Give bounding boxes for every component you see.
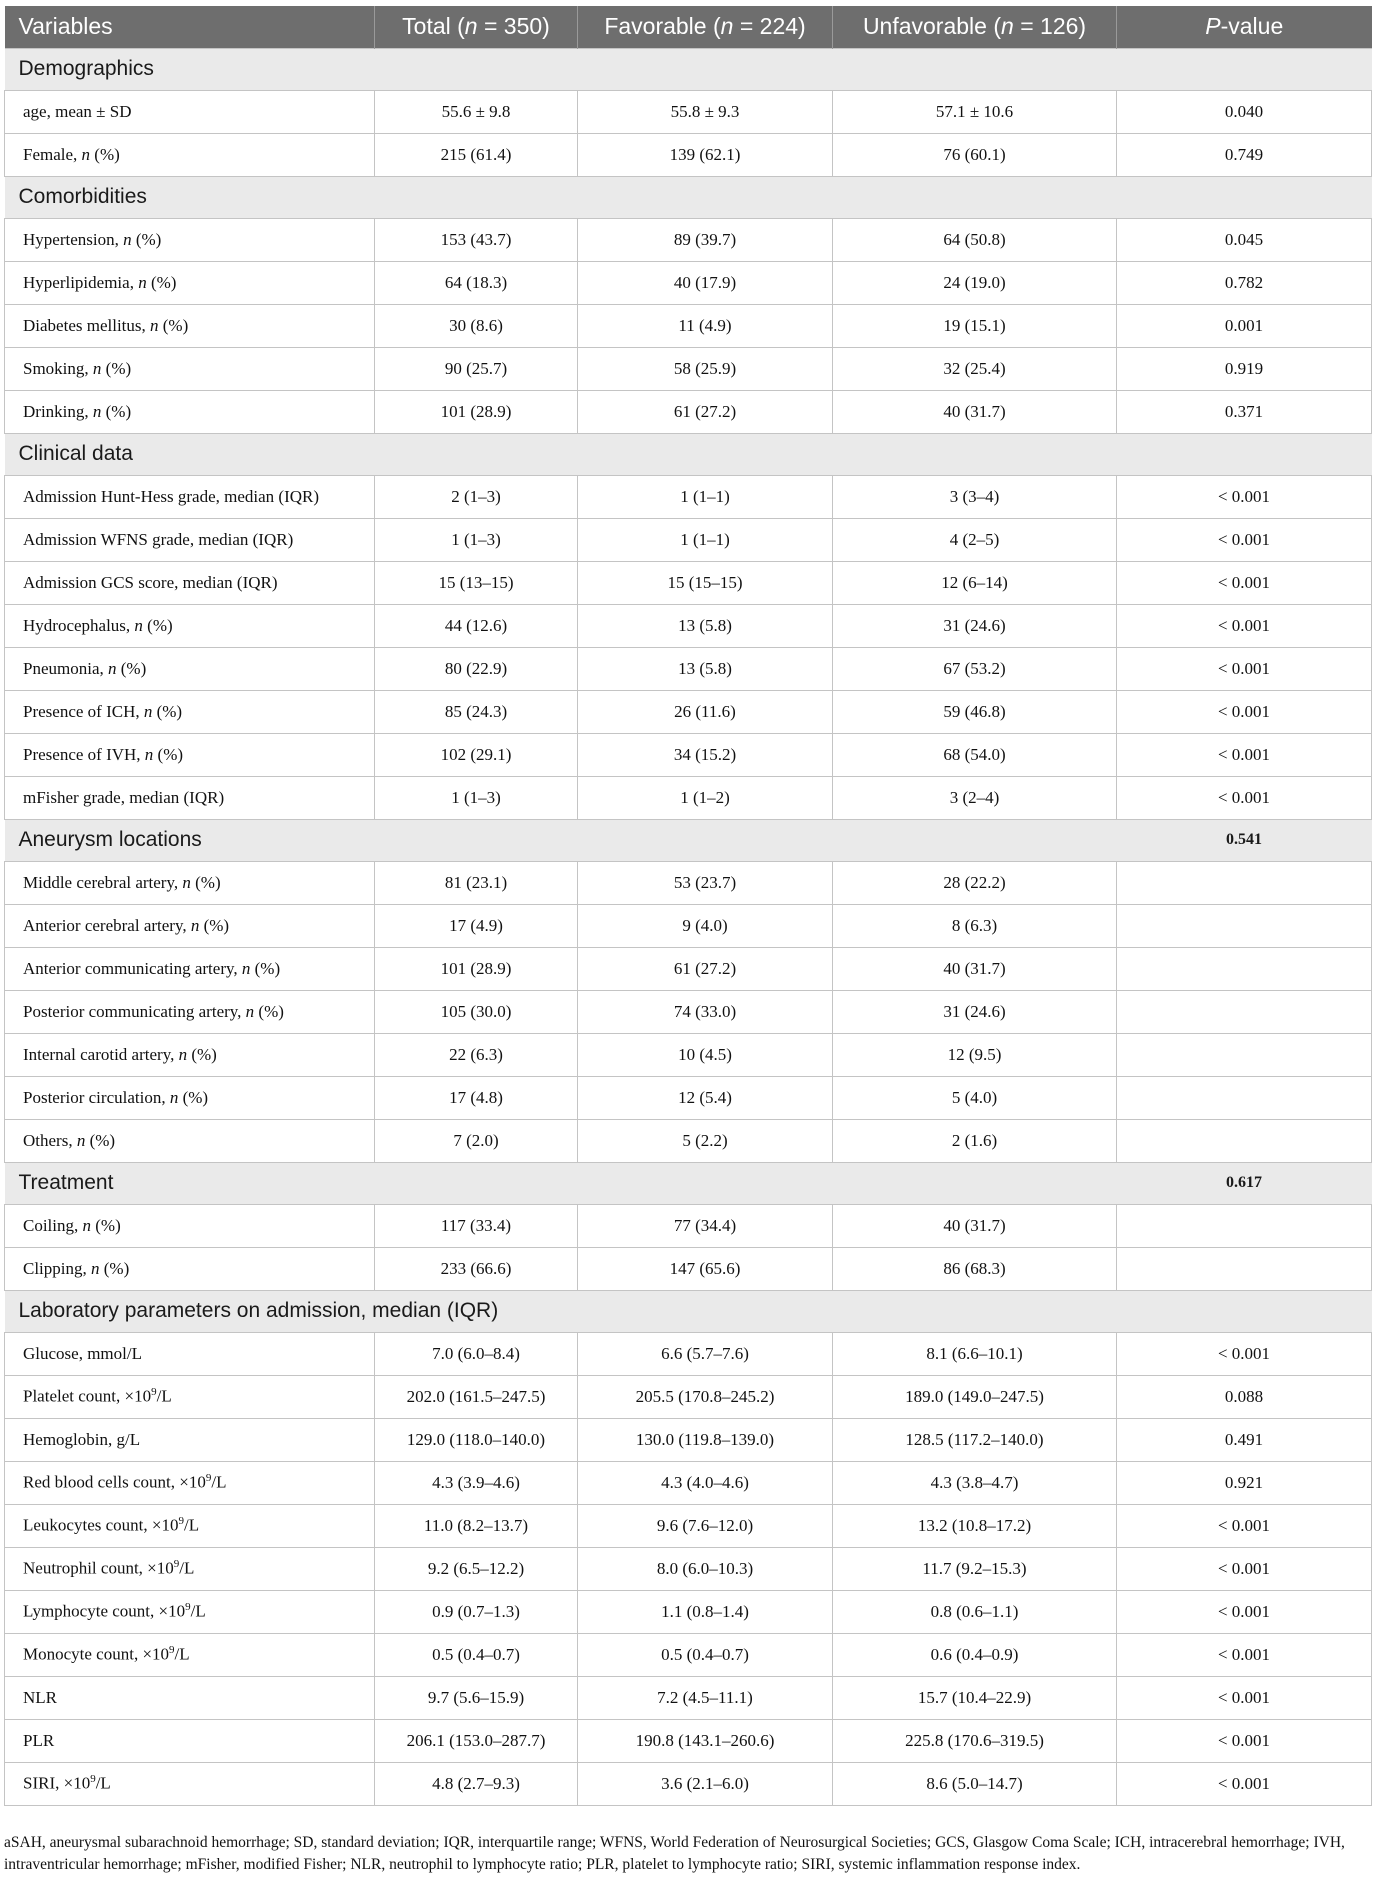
table-row (5, 690, 1372, 733)
variable-label: Clipping, n (%) (5, 1247, 375, 1290)
total-value: 153 (43.7) (375, 218, 578, 261)
favorable-value: 1 (1–2) (578, 776, 833, 819)
p-value: 0.749 (1117, 133, 1372, 176)
total-value: 7 (2.0) (375, 1119, 578, 1162)
variable-label: Hydrocephalus, n (%) (5, 604, 375, 647)
unfavorable-value: 189.0 (149.0–247.5) (833, 1375, 1117, 1418)
favorable-value: 147 (65.6) (578, 1247, 833, 1290)
unfavorable-value: 64 (50.8) (833, 218, 1117, 261)
section-title: Treatment (5, 1162, 1117, 1204)
unfavorable-value: 31 (24.6) (833, 990, 1117, 1033)
p-value (1117, 1076, 1372, 1119)
total-value: 80 (22.9) (375, 647, 578, 690)
favorable-value: 130.0 (119.8–139.0) (578, 1418, 833, 1461)
unfavorable-value: 31 (24.6) (833, 604, 1117, 647)
table-row (5, 561, 1372, 604)
favorable-value: 13 (5.8) (578, 604, 833, 647)
p-value: 0.919 (1117, 347, 1372, 390)
favorable-value: 1 (1–1) (578, 518, 833, 561)
p-value: < 0.001 (1117, 1676, 1372, 1719)
total-value: 85 (24.3) (375, 690, 578, 733)
table-row (5, 1590, 1372, 1633)
favorable-value: 139 (62.1) (578, 133, 833, 176)
unfavorable-value: 40 (31.7) (833, 390, 1117, 433)
p-value: < 0.001 (1117, 690, 1372, 733)
section-p-value (1117, 1290, 1372, 1332)
p-value (1117, 861, 1372, 904)
p-value (1117, 1247, 1372, 1290)
unfavorable-value: 24 (19.0) (833, 261, 1117, 304)
p-value (1117, 947, 1372, 990)
favorable-value: 77 (34.4) (578, 1204, 833, 1247)
table-row (5, 904, 1372, 947)
favorable-value: 5 (2.2) (578, 1119, 833, 1162)
total-value: 1 (1–3) (375, 518, 578, 561)
variable-label: Presence of ICH, n (%) (5, 690, 375, 733)
section-p-value (1117, 48, 1372, 90)
header-variables: Variables (5, 6, 375, 48)
unfavorable-value: 5 (4.0) (833, 1076, 1117, 1119)
unfavorable-value: 15.7 (10.4–22.9) (833, 1676, 1117, 1719)
table-row (5, 1504, 1372, 1547)
favorable-value: 7.2 (4.5–11.1) (578, 1676, 833, 1719)
favorable-value: 26 (11.6) (578, 690, 833, 733)
section-title: Clinical data (5, 433, 1117, 475)
favorable-value: 1.1 (0.8–1.4) (578, 1590, 833, 1633)
favorable-value: 89 (39.7) (578, 218, 833, 261)
total-value: 7.0 (6.0–8.4) (375, 1332, 578, 1375)
unfavorable-value: 13.2 (10.8–17.2) (833, 1504, 1117, 1547)
total-value: 105 (30.0) (375, 990, 578, 1033)
unfavorable-value: 40 (31.7) (833, 1204, 1117, 1247)
p-value: 0.001 (1117, 304, 1372, 347)
favorable-value: 3.6 (2.1–6.0) (578, 1762, 833, 1805)
total-value: 22 (6.3) (375, 1033, 578, 1076)
variable-label: Platelet count, $\times 10^9/L$ (5, 1375, 375, 1418)
total-value: 0.9 (0.7–1.3) (375, 1590, 578, 1633)
unfavorable-value: 8.6 (5.0–14.7) (833, 1762, 1117, 1805)
total-value: 9.7 (5.6–15.9) (375, 1676, 578, 1719)
p-value: 0.371 (1117, 390, 1372, 433)
variable-label: Leukocytes count, $\times 10^9/L$ (5, 1504, 375, 1547)
favorable-value: 61 (27.2) (578, 390, 833, 433)
p-value (1117, 904, 1372, 947)
p-value: 0.040 (1117, 90, 1372, 133)
unfavorable-value: 128.5 (117.2–140.0) (833, 1418, 1117, 1461)
total-value: 9.2 (6.5–12.2) (375, 1547, 578, 1590)
favorable-value: 1 (1–1) (578, 475, 833, 518)
variable-label: Posterior communicating artery, n (%) (5, 990, 375, 1033)
p-value: < 0.001 (1117, 518, 1372, 561)
variable-label: Admission GCS score, median (IQR) (5, 561, 375, 604)
p-value: 0.491 (1117, 1418, 1372, 1461)
variable-label: Diabetes mellitus, n (%) (5, 304, 375, 347)
p-value: < 0.001 (1117, 1504, 1372, 1547)
unfavorable-value: 12 (6–14) (833, 561, 1117, 604)
unfavorable-value: 19 (15.1) (833, 304, 1117, 347)
variable-label: Neutrophil count, $\times 10^9/L$ (5, 1547, 375, 1590)
favorable-value: 11 (4.9) (578, 304, 833, 347)
p-value (1117, 990, 1372, 1033)
table-row (5, 1204, 1372, 1247)
total-value: 129.0 (118.0–140.0) (375, 1418, 578, 1461)
header-unfavorable: Unfavorable (n = 126) (833, 6, 1117, 48)
favorable-value: 9 (4.0) (578, 904, 833, 947)
table-row (5, 776, 1372, 819)
variable-label: Admission WFNS grade, median (IQR) (5, 518, 375, 561)
favorable-value: 61 (27.2) (578, 947, 833, 990)
p-value: < 0.001 (1117, 1762, 1372, 1805)
unfavorable-value: 3 (3–4) (833, 475, 1117, 518)
favorable-value: 55.8 ± 9.3 (578, 90, 833, 133)
unfavorable-value: 76 (60.1) (833, 133, 1117, 176)
total-value: 101 (28.9) (375, 947, 578, 990)
section-header-row (5, 48, 1372, 90)
total-value: 4.3 (3.9–4.6) (375, 1461, 578, 1504)
table-row (5, 133, 1372, 176)
unfavorable-value: 0.8 (0.6–1.1) (833, 1590, 1117, 1633)
p-value: 0.088 (1117, 1375, 1372, 1418)
p-value: 0.045 (1117, 218, 1372, 261)
unfavorable-value: 3 (2–4) (833, 776, 1117, 819)
table-row (5, 90, 1372, 133)
variable-label: mFisher grade, median (IQR) (5, 776, 375, 819)
total-value: 2 (1–3) (375, 475, 578, 518)
variable-label: Internal carotid artery, n (%) (5, 1033, 375, 1076)
variable-label: Red blood cells count, $\times 10^9/L$ (5, 1461, 375, 1504)
table-row (5, 1762, 1372, 1805)
section-title: Demographics (5, 48, 1117, 90)
total-value: 117 (33.4) (375, 1204, 578, 1247)
total-value: 64 (18.3) (375, 261, 578, 304)
section-header-row (5, 819, 1372, 861)
table-row (5, 1076, 1372, 1119)
p-value: < 0.001 (1117, 733, 1372, 776)
variable-label: Drinking, n (%) (5, 390, 375, 433)
favorable-value: 190.8 (143.1–260.6) (578, 1719, 833, 1762)
p-value: < 0.001 (1117, 561, 1372, 604)
variable-label: Monocyte count, $\times 10^9/L$ (5, 1633, 375, 1676)
unfavorable-value: 11.7 (9.2–15.3) (833, 1547, 1117, 1590)
variable-label: Pneumonia, n (%) (5, 647, 375, 690)
unfavorable-value: 12 (9.5) (833, 1033, 1117, 1076)
total-value: 102 (29.1) (375, 733, 578, 776)
p-value (1117, 1033, 1372, 1076)
total-value: 1 (1–3) (375, 776, 578, 819)
p-value: < 0.001 (1117, 776, 1372, 819)
unfavorable-value: 57.1 ± 10.6 (833, 90, 1117, 133)
table-body (5, 48, 1372, 1805)
variable-label: Middle cerebral artery, n (%) (5, 861, 375, 904)
variable-label: Anterior cerebral artery, n (%) (5, 904, 375, 947)
table-row (5, 1418, 1372, 1461)
variable-label: Hypertension, n (%) (5, 218, 375, 261)
header-p-value: P-value (1117, 6, 1372, 48)
table-row (5, 1547, 1372, 1590)
table-row (5, 647, 1372, 690)
table-row (5, 475, 1372, 518)
p-value: < 0.001 (1117, 1633, 1372, 1676)
table-row (5, 733, 1372, 776)
variable-label: Glucose, mmol/L (5, 1332, 375, 1375)
variable-label: Hyperlipidemia, n (%) (5, 261, 375, 304)
section-p-value: 0.541 (1117, 819, 1372, 861)
variable-label: Admission Hunt-Hess grade, median (IQR) (5, 475, 375, 518)
unfavorable-value: 8.1 (6.6–10.1) (833, 1332, 1117, 1375)
favorable-value: 9.6 (7.6–12.0) (578, 1504, 833, 1547)
variable-label: NLR (5, 1676, 375, 1719)
table-row (5, 604, 1372, 647)
favorable-value: 4.3 (4.0–4.6) (578, 1461, 833, 1504)
unfavorable-value: 8 (6.3) (833, 904, 1117, 947)
table-row (5, 947, 1372, 990)
p-value (1117, 1119, 1372, 1162)
favorable-value: 8.0 (6.0–10.3) (578, 1547, 833, 1590)
table-row (5, 218, 1372, 261)
section-header-row (5, 176, 1372, 218)
p-value: < 0.001 (1117, 604, 1372, 647)
section-title: Comorbidities (5, 176, 1117, 218)
variable-label: PLR (5, 1719, 375, 1762)
section-header-row (5, 433, 1372, 475)
favorable-value: 12 (5.4) (578, 1076, 833, 1119)
variable-label: age, mean ± SD (5, 90, 375, 133)
header-total: Total (n = 350) (375, 6, 578, 48)
table-row (5, 304, 1372, 347)
total-value: 90 (25.7) (375, 347, 578, 390)
favorable-value: 10 (4.5) (578, 1033, 833, 1076)
unfavorable-value: 86 (68.3) (833, 1247, 1117, 1290)
section-p-value (1117, 176, 1372, 218)
total-value: 55.6 ± 9.8 (375, 90, 578, 133)
variable-label: Others, n (%) (5, 1119, 375, 1162)
total-value: 0.5 (0.4–0.7) (375, 1633, 578, 1676)
favorable-value: 74 (33.0) (578, 990, 833, 1033)
p-value: < 0.001 (1117, 1332, 1372, 1375)
table-row (5, 518, 1372, 561)
unfavorable-value: 2 (1.6) (833, 1119, 1117, 1162)
favorable-value: 6.6 (5.7–7.6) (578, 1332, 833, 1375)
section-p-value (1117, 433, 1372, 475)
table-row (5, 347, 1372, 390)
unfavorable-value: 67 (53.2) (833, 647, 1117, 690)
p-value: < 0.001 (1117, 1590, 1372, 1633)
table-row (5, 1461, 1372, 1504)
total-value: 17 (4.8) (375, 1076, 578, 1119)
table-row (5, 390, 1372, 433)
favorable-value: 205.5 (170.8–245.2) (578, 1375, 833, 1418)
variable-label: SIRI, $\times 10^9/L$ (5, 1762, 375, 1805)
total-value: 233 (66.6) (375, 1247, 578, 1290)
unfavorable-value: 0.6 (0.4–0.9) (833, 1633, 1117, 1676)
total-value: 215 (61.4) (375, 133, 578, 176)
unfavorable-value: 32 (25.4) (833, 347, 1117, 390)
favorable-value: 13 (5.8) (578, 647, 833, 690)
variable-label: Presence of IVH, n (%) (5, 733, 375, 776)
table-row (5, 1119, 1372, 1162)
total-value: 30 (8.6) (375, 304, 578, 347)
total-value: 15 (13–15) (375, 561, 578, 604)
table-row (5, 1247, 1372, 1290)
total-value: 101 (28.9) (375, 390, 578, 433)
table-header-row (5, 6, 1372, 48)
table-row (5, 1676, 1372, 1719)
variable-label: Posterior circulation, n (%) (5, 1076, 375, 1119)
total-value: 44 (12.6) (375, 604, 578, 647)
variable-label: Female, n (%) (5, 133, 375, 176)
p-value (1117, 1204, 1372, 1247)
variable-label: Coiling, n (%) (5, 1204, 375, 1247)
table-row (5, 1633, 1372, 1676)
section-header-row (5, 1162, 1372, 1204)
p-value: < 0.001 (1117, 1547, 1372, 1590)
unfavorable-value: 28 (22.2) (833, 861, 1117, 904)
p-value: 0.921 (1117, 1461, 1372, 1504)
table-row (5, 1332, 1372, 1375)
table-row (5, 861, 1372, 904)
header-favorable: Favorable (n = 224) (578, 6, 833, 48)
total-value: 202.0 (161.5–247.5) (375, 1375, 578, 1418)
variable-label: Lymphocyte count, $\times 10^9/L$ (5, 1590, 375, 1633)
total-value: 11.0 (8.2–13.7) (375, 1504, 578, 1547)
unfavorable-value: 4 (2–5) (833, 518, 1117, 561)
total-value: 4.8 (2.7–9.3) (375, 1762, 578, 1805)
table-row (5, 1033, 1372, 1076)
favorable-value: 58 (25.9) (578, 347, 833, 390)
unfavorable-value: 59 (46.8) (833, 690, 1117, 733)
section-header-row (5, 1290, 1372, 1332)
p-value: < 0.001 (1117, 475, 1372, 518)
p-value: < 0.001 (1117, 1719, 1372, 1762)
unfavorable-value: 225.8 (170.6–319.5) (833, 1719, 1117, 1762)
table-row (5, 261, 1372, 304)
table-footnote: aSAH, aneurysmal subarachnoid hemorrhage; SD, standard deviation; IQR, interquartile range; WFNS, World Federation of Neurosurgical Societies; GCS, Glasgow Coma Scale; ICH, intracerebral hemorrhage; IVH, intraventricular hemorrhage; mFisher, modified Fisher; NLR, neutrophil to lymphocyte ratio; PLR, platelet to lymphocyte ratio; SIRI, systemic inflammation response index. (4, 1834, 1345, 1873)
table-row (5, 990, 1372, 1033)
variable-label: Hemoglobin, g/L (5, 1418, 375, 1461)
unfavorable-value: 40 (31.7) (833, 947, 1117, 990)
favorable-value: 34 (15.2) (578, 733, 833, 776)
section-title: Laboratory parameters on admission, median (IQR) (5, 1290, 1117, 1332)
table-row (5, 1719, 1372, 1762)
unfavorable-value: 68 (54.0) (833, 733, 1117, 776)
favorable-value: 15 (15–15) (578, 561, 833, 604)
total-value: 206.1 (153.0–287.7) (375, 1719, 578, 1762)
section-title: Aneurysm locations (5, 819, 1117, 861)
table-row (5, 1375, 1372, 1418)
baseline-characteristics-table (4, 6, 1372, 1806)
total-value: 17 (4.9) (375, 904, 578, 947)
unfavorable-value: 4.3 (3.8–4.7) (833, 1461, 1117, 1504)
total-value: 81 (23.1) (375, 861, 578, 904)
variable-label: Anterior communicating artery, n (%) (5, 947, 375, 990)
favorable-value: 40 (17.9) (578, 261, 833, 304)
variable-label: Smoking, n (%) (5, 347, 375, 390)
p-value: < 0.001 (1117, 647, 1372, 690)
favorable-value: 53 (23.7) (578, 861, 833, 904)
section-p-value: 0.617 (1117, 1162, 1372, 1204)
favorable-value: 0.5 (0.4–0.7) (578, 1633, 833, 1676)
p-value: 0.782 (1117, 261, 1372, 304)
